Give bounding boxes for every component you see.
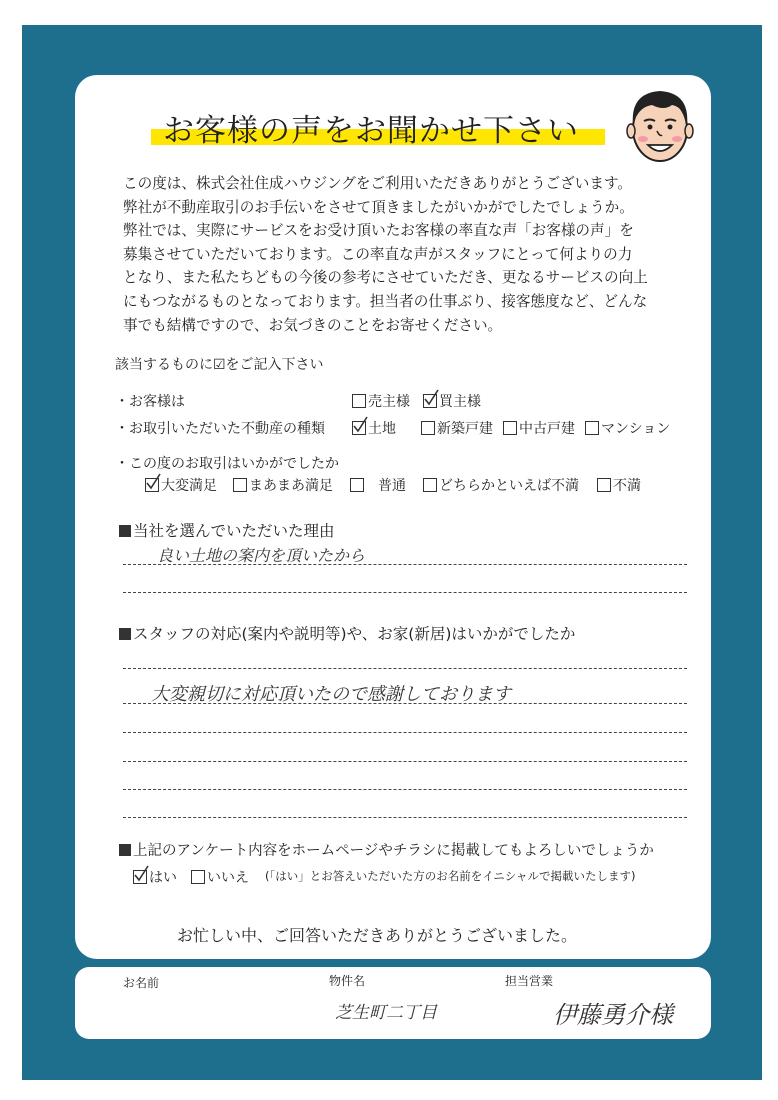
option-label: 中古戸建 <box>519 421 575 437</box>
closing-message: お忙しい中、ご回答いただきありがとうございました。 <box>177 926 578 945</box>
intro-line: 事でも結構ですので、お気づきのことをお寄せください。 <box>123 316 503 334</box>
option-mansion[interactable] <box>585 418 670 438</box>
checkbox[interactable] <box>352 394 366 408</box>
option-normal[interactable] <box>350 475 406 495</box>
checkbox[interactable] <box>423 478 437 492</box>
checkbox[interactable] <box>133 870 147 884</box>
square-bullet-icon <box>119 844 131 856</box>
option-no[interactable] <box>191 867 249 887</box>
property-value[interactable]: 芝生町二丁目 <box>335 1003 437 1023</box>
checkbox[interactable] <box>233 478 247 492</box>
checkbox[interactable] <box>352 421 366 435</box>
property-label: 物件名 <box>329 974 366 988</box>
option-label: 新築戸建 <box>437 421 493 437</box>
staff-value[interactable]: 伊藤勇介様 <box>553 1001 673 1029</box>
option-label: どちらかといえば不満 <box>439 478 579 494</box>
checkbox[interactable] <box>191 870 205 884</box>
option-seller[interactable] <box>352 391 410 411</box>
q-property-label: ・お取引いただいた不動産の種類 <box>115 421 325 437</box>
option-label: 不満 <box>613 478 641 494</box>
option-used-house[interactable] <box>503 418 575 438</box>
option-label: 普通 <box>378 478 406 494</box>
checkbox[interactable] <box>421 421 435 435</box>
intro-line: 弊社が不動産取引のお手伝いをさせて頂きましたがいかがでしたでしょうか。 <box>123 198 634 216</box>
answer-line <box>123 703 687 704</box>
answer-line <box>123 789 687 790</box>
reason-heading <box>119 519 335 541</box>
option-very-satisfied[interactable] <box>145 475 217 495</box>
publish-note: (「はい」とお答えいただいた方のお名前をイニシャルで掲載いたします) <box>265 869 636 883</box>
survey-card <box>75 75 711 959</box>
staff-label: 担当営業 <box>505 974 554 988</box>
footer-panel <box>75 967 711 1039</box>
answer-line <box>123 668 687 669</box>
answer-line <box>123 817 687 818</box>
smiling-man-icon <box>624 85 696 167</box>
q-customer-label: ・お客様は <box>115 394 185 410</box>
instruction-text: 該当するものに☑をご記入下さい <box>115 357 324 373</box>
checkbox[interactable] <box>145 478 159 492</box>
intro-line: となり、また私たちどもの今後の参考にさせていただき、更なるサービスの向上 <box>123 269 648 287</box>
checkmark-icon <box>423 389 439 407</box>
square-bullet-icon <box>119 628 131 640</box>
option-label: まあまあ満足 <box>249 478 333 494</box>
square-bullet-icon <box>119 525 131 537</box>
checkbox[interactable] <box>503 421 517 435</box>
intro-line: 弊社では、実際にサービスをお受け頂いたお客様の率直な声「お客様の声」を <box>123 222 634 240</box>
reason-heading-text: 当社を選んでいただいた理由 <box>133 522 335 540</box>
intro-line: 募集させていただいております。この率直な声がスタッフにとって何よりの力 <box>123 245 633 263</box>
checkmark-icon <box>145 473 161 491</box>
option-label: いいえ <box>207 870 249 886</box>
checkmark-icon <box>352 416 368 434</box>
title-block <box>151 103 605 153</box>
option-new-house[interactable] <box>421 418 493 438</box>
checkbox[interactable] <box>597 478 611 492</box>
option-label: 売主様 <box>368 394 410 410</box>
staff-heading-text: スタッフの対応(案内や説明等)や、お家(新居)はいかがでしたか <box>133 625 576 643</box>
answer-line <box>123 564 687 565</box>
page-title: お客様の声をお聞かせ下さい <box>163 113 579 149</box>
name-label: お名前 <box>123 976 160 990</box>
intro-line: この度は、株式会社住成ハウジングをご利用いただきありがとうございます。 <box>123 175 632 192</box>
option-yes[interactable] <box>133 867 177 887</box>
option-rather-dissatisfied[interactable] <box>423 475 579 495</box>
q-satisfaction-label: ・この度のお取引はいかがでしたか <box>115 456 339 472</box>
option-label: 土地 <box>368 421 396 437</box>
checkbox[interactable] <box>585 421 599 435</box>
answer-line <box>123 732 687 733</box>
option-label: はい <box>149 870 177 886</box>
answer-line <box>123 592 687 593</box>
staff-heading <box>119 622 575 644</box>
checkmark-icon <box>133 865 149 883</box>
option-label: マンション <box>601 421 671 437</box>
reason-answer[interactable]: 良い土地の案内を頂いたから <box>157 546 366 565</box>
intro-text <box>123 172 693 337</box>
option-buyer[interactable] <box>423 391 481 411</box>
publish-heading-text: 上記のアンケート内容をホームページやチラシに掲載してもよろしいでしょうか <box>133 843 654 859</box>
staff-answer[interactable]: 大変親切に対応頂いたので感謝しております <box>151 684 511 705</box>
checkbox[interactable] <box>350 478 364 492</box>
option-somewhat-satisfied[interactable] <box>233 475 333 495</box>
checkbox[interactable] <box>423 394 437 408</box>
answer-line <box>123 761 687 762</box>
option-label: 買主様 <box>439 394 481 410</box>
option-label: 大変満足 <box>161 478 217 494</box>
option-land[interactable] <box>352 418 396 438</box>
publish-heading <box>119 839 654 860</box>
intro-line: にもつながるものとなっております。担当者の仕事ぶり、接客態度など、どんな <box>123 292 648 310</box>
option-dissatisfied[interactable] <box>597 475 641 495</box>
